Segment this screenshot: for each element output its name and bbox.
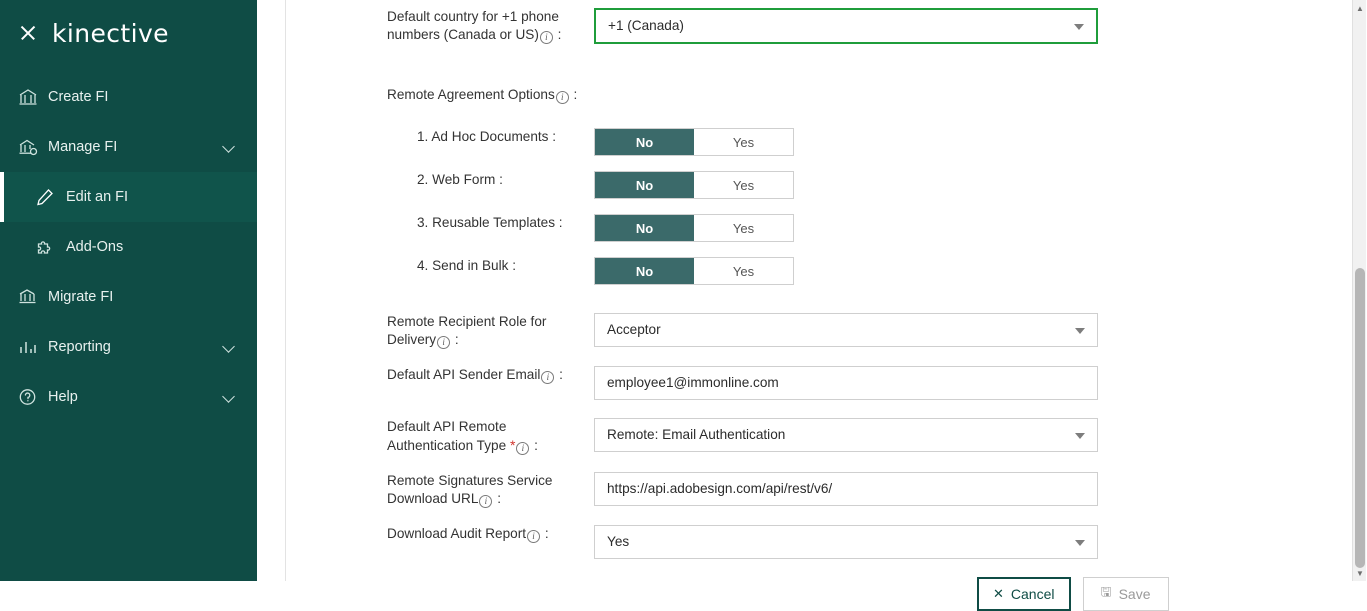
- field-control: [594, 525, 1307, 559]
- close-icon[interactable]: [18, 23, 38, 43]
- info-icon[interactable]: i: [437, 336, 450, 349]
- field-control: [594, 472, 1307, 506]
- info-icon[interactable]: i: [527, 530, 540, 543]
- sidebar-item-label: Manage FI: [48, 139, 118, 155]
- scroll-up-arrow[interactable]: ▲: [1356, 3, 1364, 13]
- info-icon[interactable]: i: [516, 442, 529, 455]
- sidebar-item-migrate-fi[interactable]: [0, 272, 257, 322]
- field-label: 2. Web Form :: [417, 172, 503, 187]
- pencil-icon: [36, 188, 66, 206]
- field-remote-recipient-role: [257, 313, 1307, 349]
- field-label: Default API Remote Authentication Type * i :: [387, 419, 538, 453]
- default-country-select[interactable]: [594, 8, 1098, 44]
- sidebar-item-help[interactable]: [0, 372, 257, 422]
- toggle-option-yes[interactable]: Yes: [694, 129, 793, 155]
- question-circle-icon: [18, 388, 48, 406]
- field-download-audit-report: [257, 525, 1307, 559]
- field-ad-hoc-documents: [257, 128, 1307, 156]
- cancel-button[interactable]: [977, 577, 1071, 611]
- chevron-down-icon[interactable]: [1075, 433, 1085, 439]
- field-default-api-sender-email: [257, 366, 1307, 400]
- field-label: 4. Send in Bulk :: [417, 258, 516, 273]
- toggle-option-no[interactable]: No: [595, 172, 694, 198]
- field-label: Default country for +1 phone numbers (Canada or US) i :: [387, 9, 562, 42]
- chevron-down-icon[interactable]: [223, 390, 237, 404]
- remote-recipient-role-select[interactable]: [594, 313, 1098, 347]
- chevron-down-icon[interactable]: [1075, 540, 1085, 546]
- field-control: [594, 418, 1307, 452]
- toggle-option-no[interactable]: No: [595, 129, 694, 155]
- send-in-bulk-toggle[interactable]: [594, 257, 794, 285]
- sidebar: [0, 0, 257, 581]
- info-icon[interactable]: i: [541, 371, 554, 384]
- field-label: Remote Signatures Service Download URL i :: [387, 473, 553, 506]
- label-text: Remote Signatures Service Download URL: [387, 473, 553, 506]
- field-label: Default API Sender Email i :: [387, 367, 563, 382]
- label-text: Download Audit Report: [387, 526, 527, 541]
- sidebar-nav: [0, 72, 257, 422]
- sidebar-item-manage-fi[interactable]: [0, 122, 257, 172]
- sidebar-item-label: Create FI: [48, 89, 109, 105]
- info-icon[interactable]: i: [479, 495, 492, 508]
- download-audit-report-select[interactable]: [594, 525, 1098, 559]
- field-default-api-remote-auth-type: [257, 418, 1307, 455]
- sidebar-item-label: Reporting: [48, 339, 111, 355]
- field-control: [594, 257, 1307, 285]
- sidebar-item-label: Help: [48, 389, 78, 405]
- field-reusable-templates: [257, 214, 1307, 242]
- sidebar-item-label: Edit an FI: [66, 189, 129, 205]
- sidebar-item-create-fi[interactable]: [0, 72, 257, 122]
- toggle-option-no[interactable]: No: [595, 215, 694, 241]
- field-default-country: [257, 0, 1307, 44]
- web-form-toggle[interactable]: [594, 171, 794, 199]
- sidebar-item-label: Add-Ons: [66, 239, 124, 255]
- scrollbar-thumb[interactable]: [1355, 268, 1365, 568]
- save-disk-icon: 🖫: [1100, 584, 1112, 599]
- info-icon[interactable]: i: [556, 91, 569, 104]
- main-content: [257, 0, 1366, 602]
- scroll-down-arrow[interactable]: ▼: [1356, 568, 1364, 578]
- bank-icon: [18, 88, 48, 106]
- chevron-down-icon[interactable]: [1075, 328, 1085, 334]
- reusable-templates-toggle[interactable]: [594, 214, 794, 242]
- migrate-icon: [18, 288, 48, 306]
- ad-hoc-documents-toggle[interactable]: [594, 128, 794, 156]
- info-icon[interactable]: i: [540, 31, 553, 44]
- toggle-option-yes[interactable]: Yes: [694, 258, 793, 284]
- field-remote-agreement-options: [257, 86, 1307, 104]
- remote-signatures-url-input[interactable]: https://api.adobesign.com/api/rest/v6/: [594, 472, 1098, 506]
- close-icon: ✕: [993, 586, 1004, 601]
- field-control: [594, 8, 1307, 44]
- label-text: Default country for +1 phone numbers (Canada or US): [387, 9, 559, 42]
- field-control: [594, 214, 1307, 242]
- field-web-form: [257, 171, 1307, 199]
- toggle-option-no[interactable]: No: [595, 258, 694, 284]
- field-remote-signatures-url: [257, 472, 1307, 508]
- chevron-down-icon[interactable]: [223, 140, 237, 154]
- chevron-down-icon[interactable]: [223, 340, 237, 354]
- field-label: Remote Recipient Role for Delivery i :: [387, 314, 547, 347]
- default-api-sender-email-input[interactable]: employee1@immonline.com: [594, 366, 1098, 400]
- brand-logo: kinective: [52, 18, 169, 48]
- toggle-option-yes[interactable]: Yes: [694, 215, 793, 241]
- bank-gear-icon: [18, 138, 48, 156]
- sidebar-item-label: Migrate FI: [48, 289, 114, 305]
- sidebar-item-add-ons[interactable]: [0, 222, 257, 272]
- selected-value: Yes: [607, 534, 630, 549]
- field-send-in-bulk: [257, 257, 1307, 285]
- label-text: Remote Recipient Role for Delivery: [387, 314, 547, 347]
- puzzle-icon: [36, 238, 66, 256]
- selected-value: Acceptor: [607, 322, 661, 337]
- label-text: Default API Sender Email: [387, 367, 541, 382]
- field-control: [594, 171, 1307, 199]
- required-asterisk: *: [509, 437, 516, 453]
- form-actions: [257, 577, 1307, 611]
- sidebar-header: [0, 0, 257, 66]
- edit-fi-form: [257, 0, 1307, 611]
- field-control: [594, 366, 1307, 400]
- save-button[interactable]: [1083, 577, 1169, 611]
- sidebar-item-reporting[interactable]: [0, 322, 257, 372]
- selected-value: Remote: Email Authentication: [607, 427, 786, 442]
- vertical-scrollbar[interactable]: [1352, 0, 1366, 581]
- field-control: [594, 128, 1307, 156]
- label-text: Remote Agreement Options: [387, 87, 555, 102]
- default-api-remote-auth-type-select[interactable]: [594, 418, 1098, 452]
- label-text: Default API Remote Authentication Type: [387, 419, 507, 453]
- selected-value: +1 (Canada): [608, 18, 684, 33]
- chevron-down-icon[interactable]: [1074, 24, 1084, 30]
- field-label: 3. Reusable Templates :: [417, 215, 563, 230]
- sidebar-item-edit-an-fi[interactable]: [0, 172, 257, 222]
- field-label: Download Audit Report i :: [387, 526, 549, 541]
- save-button-label: Save: [1118, 586, 1151, 602]
- toggle-option-yes[interactable]: Yes: [694, 172, 793, 198]
- bar-chart-icon: [18, 338, 48, 356]
- field-control: [594, 313, 1307, 347]
- cancel-button-label: Cancel: [1010, 586, 1055, 602]
- field-label: Remote Agreement Options i :: [387, 87, 578, 102]
- field-label: 1. Ad Hoc Documents :: [417, 129, 557, 144]
